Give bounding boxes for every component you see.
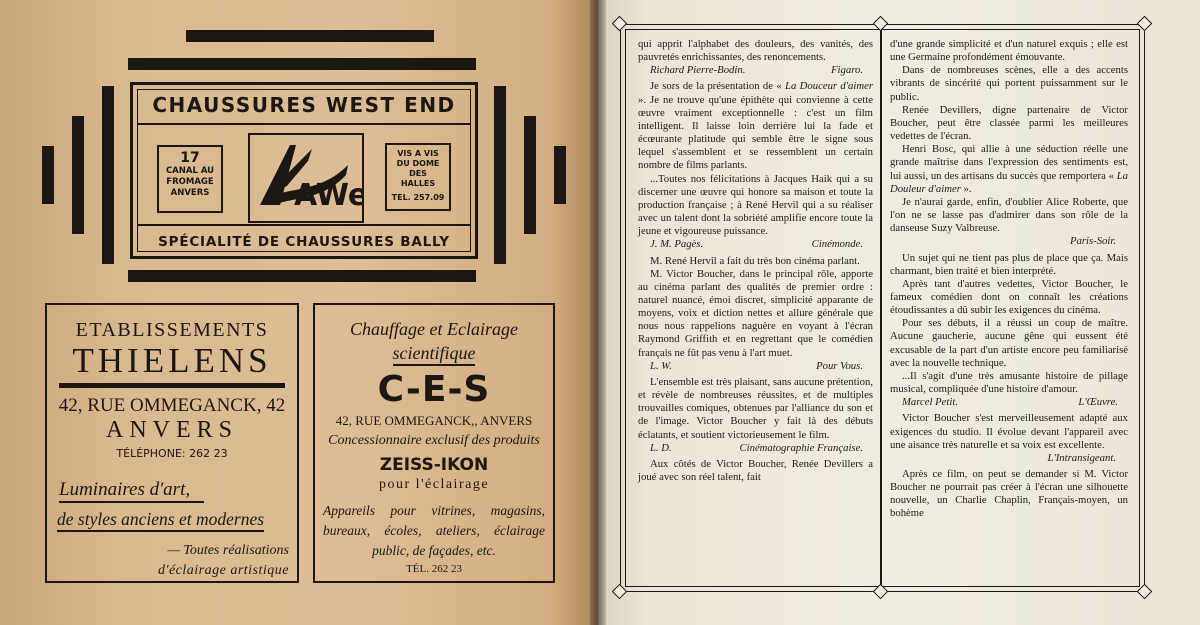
paragraph: M. Victor Boucher, dans le principal rôle, apporte au cinéma parlant des qualités de premier ordre : naturel nuancé, émoi discret, simplicité apparante de moyens, voix et diction nettes et allure générale que nous nous rappelions naguère en voyant à l'écran Raymond Griffith et en regrettant que le comédien français ne fût pas venu à l'art muet. [638, 267, 873, 359]
paragraph: d'une grande simplicité et d'un naturel exquis ; elle est une Germaine profondément émouvante. [890, 38, 1128, 64]
source-line: Marcel Petit. L'Œuvre. [902, 396, 1118, 409]
paragraph: M. René Hervil a fait du très bon cinéma parlant. [650, 254, 860, 267]
thielens-address: 42, RUE OMMEGANCK, 42 [58, 395, 286, 416]
decor-bar [102, 86, 114, 264]
decor-bar [554, 146, 566, 204]
paragraph: Un sujet qui ne tient pas plus de place que ça. Mais charmant, bien traité et bien interprété. [890, 251, 1128, 277]
source-line: L. D. Cinématographie Française. [650, 441, 863, 454]
ces-name: C-E-S [377, 369, 491, 410]
source-line: Paris-Soir. [1069, 235, 1116, 248]
ces-address: 42, RUE OMMEGANCK,, ANVERS [335, 413, 533, 428]
paragraph: Pour ses débuts, il a réussi un coup de maître. Aucune gaucherie, aucune gêne qui eussent été excusable de la part d'un artiste encore peu familiarisé avec la nouvelle technique. [890, 317, 1128, 369]
thielens-name: THIELENS [72, 341, 272, 380]
source-line: Richard Pierre-Bodin. Figaro. [650, 64, 863, 77]
paragraph: qui apprit l'alphabet des douleurs, des vanités, des pauvretés enrichissantes, des renoncements. [638, 38, 873, 64]
ces-ad [313, 303, 555, 583]
article-column-right [890, 38, 1128, 521]
decor-bar [72, 116, 84, 234]
thielens-ad [45, 303, 299, 583]
book-spine [590, 0, 606, 625]
decor-bar [494, 86, 506, 264]
decor-bar [42, 146, 54, 204]
paragraph: Henri Bosc, qui allie à une séduction réelle une grande maîtrise dans l'expression des sentiments est, lui aussi, un des artisans du succès que remportera « La Douleur d'aimer ». [890, 143, 1128, 195]
paragraph: Après ce film, on peut se demander si M. Victor Boucher ne pourrait pas créer à l'écran une silhouette nouvelle, un Charlie Chaplin, Français-moyen, un bohème [890, 468, 1128, 520]
ces-appareils: Appareils pour vitrines, magasins, bureaux, écoles, ateliers, éclairage public, de façades, etc. [323, 503, 545, 558]
ces-concession: Concessionnaire exclusif des produits [328, 433, 540, 448]
paragraph: Après tant d'autres vedettes, Victor Boucher, le fameux comédien dont on connaît les créations étoudissantes a dû subir les exigences du cinéma. [890, 277, 1128, 317]
paragraph: Dans de nombreuses scènes, elle a des accents vibrants de sincérité qui portent puissamment sur le public. [890, 64, 1128, 103]
paragraph: Victor Boucher s'est merveilleusement adapté aux exigences du studio. Il évolue devant l'appareil avec une aisance très naturelle et sa voix est excellente. [890, 412, 1128, 451]
west-end-title: CHAUSSURES WEST END [152, 93, 456, 117]
ces-tel: TÉL. 262 23 [406, 563, 462, 575]
decor-bar [524, 116, 536, 234]
source-line: L'Intransigeant. [1047, 451, 1116, 464]
west-end-ad [130, 82, 478, 259]
paragraph: ...Il s'agit d'une très amusante histoire de pillage musical, compliquée d'une histoire d'amour. [890, 369, 1128, 396]
ces-pour: pour l'éclairage [378, 477, 490, 492]
divider [59, 383, 285, 388]
west-end-location-box: VIS A VIS DU DOME DES HALLES TEL. 257.09 [385, 143, 451, 211]
paragraph: Renée Devillers, digne partenaire de Victor Boucher, peut être classée parmi les meilleures vedettes de l'écran. [890, 103, 1128, 143]
ces-line2: scientifique [393, 343, 476, 366]
decor-bar [128, 270, 476, 282]
divider [137, 224, 471, 226]
thielens-line3: — Toutes réalisations [167, 543, 289, 558]
source-line: L. W. Pour Vous. [650, 359, 863, 372]
ces-line1: Chauffage et Eclairage [350, 319, 518, 339]
decor-bar [128, 58, 476, 70]
thielens-tel: TÉLÉPHONE: 262 23 [116, 447, 228, 460]
paragraph: ...Toutes nos félicitations à Jacques Haik qui a su discerner une œuvre qui honore sa maison et toute la production française ; à René Hervil qui a su réaliser avec un talent dont la sobriété amplifie encore toute la jeune et vigoureuse puissance. [638, 172, 873, 238]
decor-bar [186, 30, 434, 42]
svg-text:AWe: AWe [294, 178, 362, 213]
ces-zeiss: ZEISS-IKON [379, 455, 489, 475]
thielens-line2: de styles anciens et modernes [57, 509, 264, 532]
source-line: J. M. Pagès. Cinémonde. [650, 238, 863, 251]
paragraph: Je sors de la présentation de « La Douceur d'aimer ». Je ne trouve qu'une épithète qui convienne à cette œuvre vraiment exceptionnelle : c'est un film intelligent. Il laisse loin derrière lui la fade et écœurante platitude qui semble être le signe sous lequel s'assemblent et se ressemblent un certain nombre de films parlants. [638, 80, 873, 172]
west-end-logo [248, 133, 364, 223]
thielens-city: ANVERS [105, 417, 238, 443]
article-column-left [638, 38, 873, 484]
paragraph: Aux côtés de Victor Boucher, Renée Devillers a joué avec son réel talent, fait [638, 457, 873, 483]
west-end-address-box: 17 CANAL AU FROMAGE ANVERS [157, 145, 223, 213]
thielens-line1: Luminaires d'art, [59, 479, 204, 503]
paragraph: Je n'aurai garde, enfin, d'oublier Alice Roberte, que l'on ne se lasse pas d'admirer dans son rôle de la danseuse Suzy Valbreuse. [890, 195, 1128, 235]
west-end-subtitle: SPÉCIALITÉ DE CHAUSSURES BALLY [158, 234, 450, 250]
paragraph: L'ensemble est très plaisant, sans aucune prétention, et révèle de nombreuses réussites, et de multiples trouvailles comiques, obtenues par l'alliance du son et de l'image. Victor Boucher y fait là des débuts éclatants, et soutient victorieusement le film. [638, 375, 873, 441]
divider [137, 123, 471, 125]
thielens-line4: d'éclairage artistique [157, 563, 289, 578]
column-divider [880, 29, 882, 587]
thielens-etab: ETABLISSEMENTS [75, 319, 269, 341]
